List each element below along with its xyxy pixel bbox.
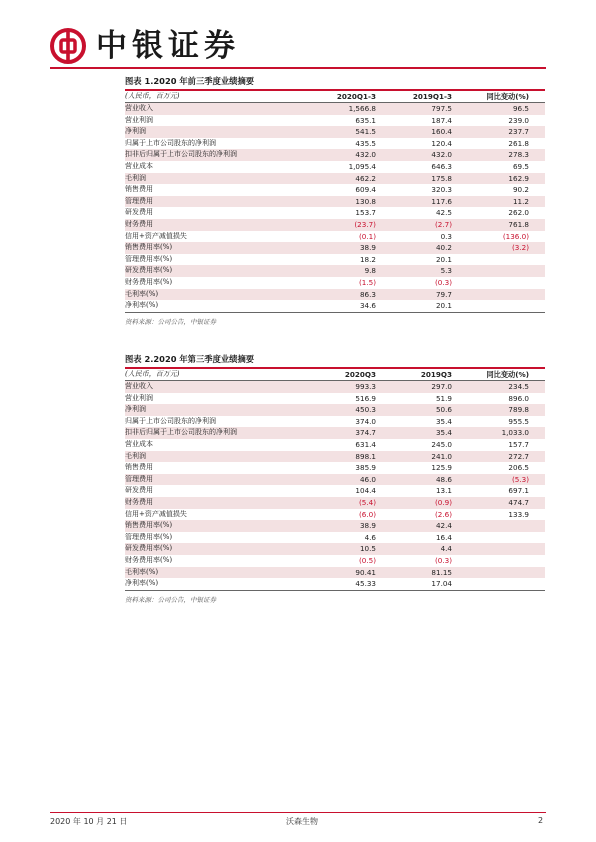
table-cell: 955.5 — [508, 416, 529, 426]
table-cell: 17.04 — [376, 578, 452, 590]
table-cell: 5.3 — [376, 265, 452, 277]
table-cell: 81.15 — [376, 567, 452, 579]
table-cell: 646.3 — [431, 162, 452, 172]
table2-column-header: 2019Q3 — [376, 369, 452, 381]
table-row — [125, 532, 545, 544]
row-label: 营业成本 — [125, 162, 153, 171]
table2-title: 图表 2.2020 年第三季度业绩摘要 — [125, 354, 255, 364]
table-row — [125, 265, 545, 277]
table-row — [125, 300, 545, 312]
row-label: 扣非后归属于上市公司股东的净利润 — [125, 427, 300, 439]
table-cell: 1,033.0 — [452, 427, 545, 439]
table2-column-header: 同比变动(%) — [452, 369, 545, 381]
row-label: 财务费用率(%) — [125, 556, 173, 564]
table-row — [125, 578, 545, 590]
row-label: 管理费用率(%) — [125, 254, 173, 263]
table-row — [125, 207, 545, 219]
table-cell: 462.2 — [300, 173, 376, 185]
row-label: 营业收入 — [125, 381, 300, 393]
table-cell: 45.33 — [300, 578, 376, 590]
table-cell: (0.9) — [376, 497, 452, 509]
table-cell: 153.7 — [355, 208, 376, 218]
table-cell: 761.8 — [452, 219, 545, 231]
table-cell: 898.1 — [300, 451, 376, 463]
table-cell: 245.0 — [431, 440, 452, 450]
table-cell: 797.5 — [376, 103, 452, 115]
table-row — [125, 161, 545, 173]
table-cell: 130.8 — [300, 196, 376, 208]
table-cell: (5.3) — [452, 474, 545, 486]
row-label: 销售费用 — [125, 185, 153, 194]
footer-company: 沃森生物 — [286, 817, 318, 826]
table-cell: 90.2 — [512, 185, 529, 195]
table-cell: 20.1 — [435, 254, 452, 264]
footer-date: 2020 年 10 月 21 日 — [50, 817, 128, 826]
table-cell: 38.9 — [300, 520, 376, 532]
table-cell: 896.0 — [508, 393, 529, 403]
table-cell: 261.8 — [508, 138, 529, 148]
table-cell: (0.5) — [358, 556, 376, 565]
table-cell: 262.0 — [508, 208, 529, 218]
table1-column-header: (人民币，百万元) — [125, 91, 300, 103]
table-row — [125, 115, 545, 127]
table-row — [125, 126, 545, 138]
table-row — [125, 381, 545, 393]
table-cell — [452, 265, 545, 277]
table-cell: 789.8 — [452, 404, 545, 416]
table-cell — [452, 543, 545, 555]
table-cell — [452, 520, 545, 532]
table-cell: 474.7 — [452, 497, 545, 509]
table-cell: 206.5 — [508, 463, 529, 473]
table-row — [125, 439, 545, 451]
table-cell: 50.6 — [376, 404, 452, 416]
row-label: 研发费用率(%) — [125, 543, 300, 555]
page-header — [50, 24, 546, 68]
row-label: 销售费用率(%) — [125, 520, 300, 532]
row-label: 营业利润 — [125, 115, 153, 124]
table-cell: 993.3 — [300, 381, 376, 393]
table-row — [125, 555, 545, 567]
table-cell: 160.4 — [376, 126, 452, 138]
table-cell: 16.4 — [435, 532, 452, 542]
row-label: 营业收入 — [125, 103, 300, 115]
table-cell: 20.1 — [376, 300, 452, 312]
table-cell — [452, 567, 545, 579]
table-cell: 297.0 — [376, 381, 452, 393]
row-label: 财务费用率(%) — [125, 278, 173, 286]
table-cell: 237.7 — [452, 126, 545, 138]
table-cell: 86.3 — [300, 289, 376, 301]
table-cell: 18.2 — [359, 254, 376, 264]
table-cell: 374.7 — [300, 427, 376, 439]
table-row — [125, 497, 545, 509]
table-cell — [452, 277, 545, 289]
table-cell: 609.4 — [355, 185, 376, 195]
table-cell: 9.8 — [300, 265, 376, 277]
table-cell: 241.0 — [376, 451, 452, 463]
table-cell: 272.7 — [452, 451, 545, 463]
page-number: 2 — [538, 816, 544, 825]
table-cell: 133.9 — [508, 509, 529, 519]
row-label: 销售费用 — [125, 463, 153, 472]
table-cell: 34.6 — [300, 300, 376, 312]
table-cell: 435.5 — [355, 138, 376, 148]
table-cell: 162.9 — [452, 173, 545, 185]
table1-column-header: 2020Q1-3 — [300, 91, 376, 103]
row-label: 信用+资产减值损失 — [125, 231, 187, 240]
table-cell: 374.0 — [355, 416, 376, 426]
table-row — [125, 138, 545, 150]
table-cell: 51.9 — [435, 393, 452, 403]
row-label: 毛利润 — [125, 173, 300, 185]
table-cell: 46.0 — [300, 474, 376, 486]
table2-block — [125, 352, 545, 604]
table-cell: 320.3 — [431, 185, 452, 195]
row-label: 营业利润 — [125, 393, 153, 402]
table-cell: 278.3 — [452, 149, 545, 161]
table-cell: 96.5 — [452, 103, 545, 115]
table-cell: 234.5 — [452, 381, 545, 393]
row-label: 净利率(%) — [125, 300, 300, 312]
row-label: 研发费用 — [125, 486, 153, 495]
table2-source: 资料来源：公司公告，中银证券 — [125, 595, 216, 604]
table-row — [125, 543, 545, 555]
table-cell: (6.0) — [358, 509, 376, 519]
table-cell: 432.0 — [300, 149, 376, 161]
table1-block — [125, 74, 545, 326]
table-cell: 631.4 — [355, 440, 376, 450]
table-cell: 1,566.8 — [300, 103, 376, 115]
table-cell: (2.7) — [376, 219, 452, 231]
table-row — [125, 509, 545, 521]
table-row — [125, 393, 545, 405]
table-cell: 541.5 — [300, 126, 376, 138]
boc-logo-icon — [50, 28, 86, 64]
row-label: 毛利率(%) — [125, 289, 300, 301]
table-row — [125, 474, 545, 486]
table1 — [125, 91, 545, 313]
table-cell: (5.4) — [300, 497, 376, 509]
table-cell — [452, 289, 545, 301]
table-cell: 11.2 — [452, 196, 545, 208]
table-cell: 90.41 — [300, 567, 376, 579]
table-cell: 120.4 — [431, 138, 452, 148]
table-cell: 35.4 — [435, 416, 452, 426]
table2-header-row — [125, 369, 545, 381]
header-rule — [50, 67, 546, 69]
table1-column-header: 同比变动(%) — [452, 91, 545, 103]
table-cell: (0.3) — [434, 278, 452, 287]
table-cell: (136.0) — [502, 231, 529, 241]
table-row — [125, 451, 545, 463]
row-label: 毛利润 — [125, 451, 300, 463]
table-row — [125, 231, 545, 243]
table-row — [125, 567, 545, 579]
row-label: 管理费用 — [125, 196, 300, 208]
table-cell: 187.4 — [431, 115, 452, 125]
table-row — [125, 196, 545, 208]
table2 — [125, 369, 545, 591]
table-cell: 117.6 — [376, 196, 452, 208]
table-cell: 13.1 — [435, 486, 452, 496]
table-cell: (1.5) — [358, 278, 376, 287]
table-cell: (0.3) — [434, 556, 452, 565]
table-cell — [452, 532, 545, 544]
row-label: 财务费用 — [125, 219, 300, 231]
table-cell: 79.7 — [376, 289, 452, 301]
row-label: 信用+资产减值损失 — [125, 509, 187, 518]
table-row — [125, 404, 545, 416]
brand-name: 中银证券 — [96, 28, 240, 64]
table-row — [125, 462, 545, 474]
table-cell: 42.4 — [376, 520, 452, 532]
table-cell — [452, 555, 545, 567]
table-row — [125, 103, 545, 115]
table-cell: 1,095.4 — [348, 162, 376, 172]
row-label: 扣非后归属于上市公司股东的净利润 — [125, 149, 300, 161]
row-label: 归属于上市公司股东的净利润 — [125, 138, 216, 147]
table-cell: (3.2) — [452, 242, 545, 254]
table-cell: 450.3 — [300, 404, 376, 416]
row-label: 归属于上市公司股东的净利润 — [125, 416, 216, 425]
table-row — [125, 254, 545, 266]
table-cell: 4.6 — [364, 532, 376, 542]
row-label: 营业成本 — [125, 440, 153, 449]
table-row — [125, 520, 545, 532]
table-row — [125, 149, 545, 161]
table-cell: (2.6) — [434, 509, 452, 519]
table2-column-header: (人民币，百万元) — [125, 369, 300, 381]
table1-column-header: 2019Q1-3 — [376, 91, 452, 103]
table-cell: 35.4 — [376, 427, 452, 439]
table-row — [125, 219, 545, 231]
table-row — [125, 427, 545, 439]
row-label: 净利率(%) — [125, 578, 300, 590]
table-cell: 40.2 — [376, 242, 452, 254]
table-cell: 125.9 — [431, 463, 452, 473]
footer-rule — [50, 812, 546, 813]
row-label: 研发费用率(%) — [125, 265, 300, 277]
table-cell — [452, 578, 545, 590]
table2-column-header: 2020Q3 — [300, 369, 376, 381]
row-label: 毛利率(%) — [125, 567, 300, 579]
row-label: 销售费用率(%) — [125, 242, 300, 254]
table-cell: 175.8 — [376, 173, 452, 185]
table-row — [125, 173, 545, 185]
table-cell: 104.4 — [355, 486, 376, 496]
table-row — [125, 485, 545, 497]
table-cell: 0.3 — [440, 231, 452, 241]
table-cell: 69.5 — [512, 162, 529, 172]
row-label: 净利润 — [125, 404, 300, 416]
table-cell: 157.7 — [508, 440, 529, 450]
table1-header-row — [125, 91, 545, 103]
table-cell: 635.1 — [355, 115, 376, 125]
table-cell: 516.9 — [355, 393, 376, 403]
table-cell: 432.0 — [376, 149, 452, 161]
row-label: 管理费用 — [125, 474, 300, 486]
table-row — [125, 277, 545, 289]
table1-title: 图表 1.2020 年前三季度业绩摘要 — [125, 76, 255, 86]
table-row — [125, 242, 545, 254]
row-label: 管理费用率(%) — [125, 532, 173, 541]
table1-source: 资料来源：公司公告，中银证券 — [125, 317, 216, 326]
table-cell: 385.9 — [355, 463, 376, 473]
row-label: 净利润 — [125, 126, 300, 138]
table-cell: 38.9 — [300, 242, 376, 254]
row-label: 财务费用 — [125, 497, 300, 509]
table-cell: 239.0 — [508, 115, 529, 125]
table-cell: 42.5 — [435, 208, 452, 218]
table-cell — [452, 254, 545, 266]
table-cell: 10.5 — [300, 543, 376, 555]
table-cell: 4.4 — [376, 543, 452, 555]
table-cell: (23.7) — [300, 219, 376, 231]
table-row — [125, 289, 545, 301]
table-cell — [452, 300, 545, 312]
table-cell: 48.6 — [376, 474, 452, 486]
table-row — [125, 416, 545, 428]
table-cell: 697.1 — [508, 486, 529, 496]
table-cell: (0.1) — [358, 231, 376, 241]
table-row — [125, 184, 545, 196]
row-label: 研发费用 — [125, 208, 153, 217]
